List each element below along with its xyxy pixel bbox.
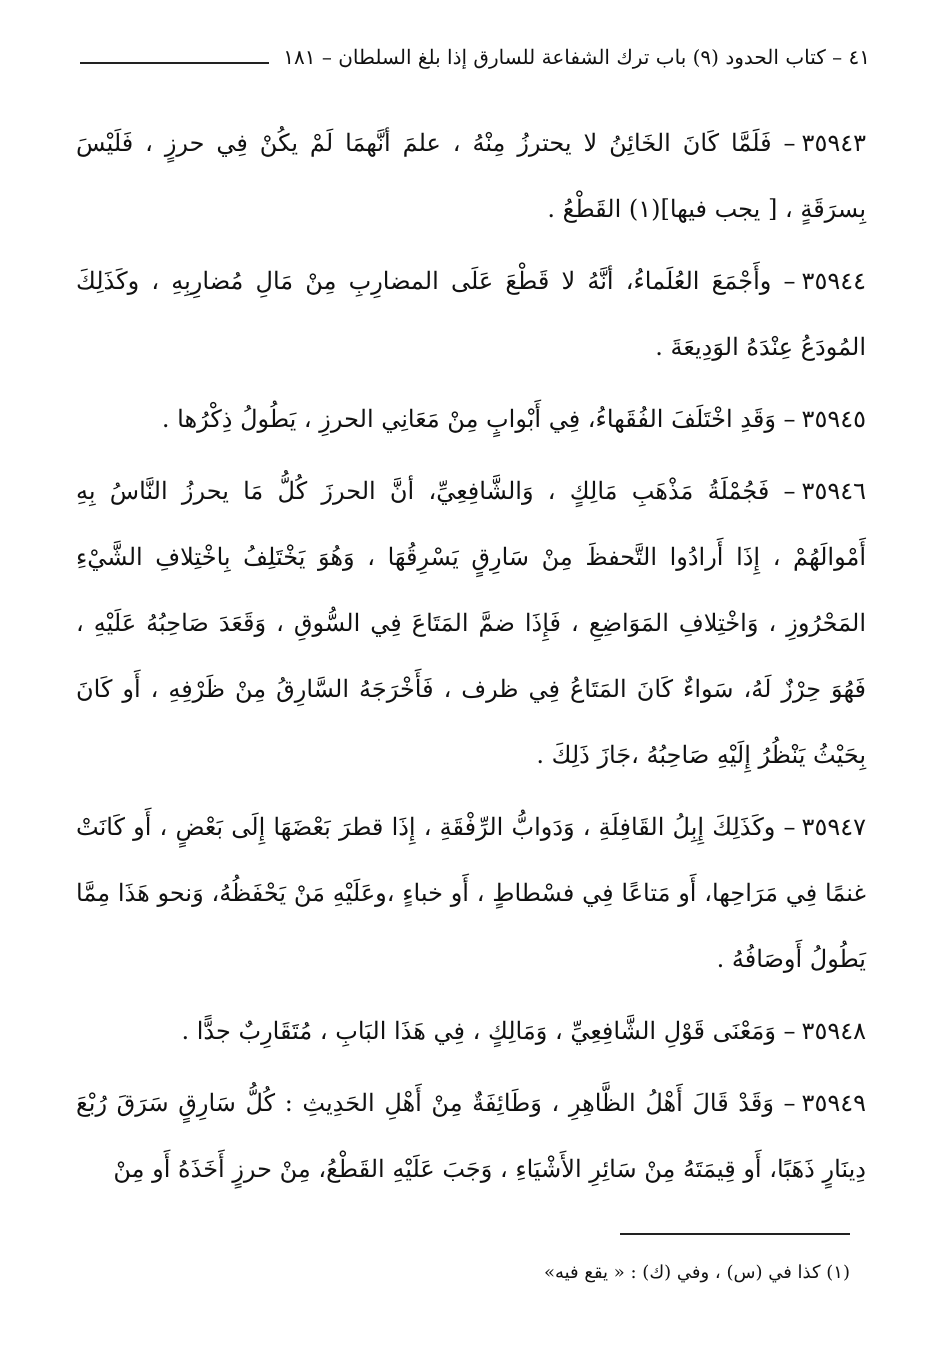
paragraph-text: – فَلَمَّا كَانَ الخَائِنُ لا يحترزُ مِنْهُ ، علمَ أنَّهمَا لَمْ يكُنْ فِي حرزٍ ، فَلَيْسَ بِسرَقَةٍ ، [ يجب فيها](١) القَطْعُ . bbox=[76, 129, 866, 223]
paragraph-number: ٣٥٩٤٥ bbox=[801, 405, 866, 433]
paragraph-number: ٣٥٩٤٤ bbox=[801, 267, 866, 295]
paragraph-number: ٣٥٩٤٣ bbox=[801, 129, 866, 157]
paragraph-text: – وكَذَلِكَ إِبِلُ القَافِلَةِ ، وَدَوابُّ الرِّفْقَةِ ، إِذَا قطرَ بَعْضَهَا إِلَى بَعْضٍ ، أَو كَانَتْ غنمًا فِي مَرَاحِها، أَو مَتاعًا فِي فسْطاطٍ ، أَو خباءٍ ،وعَلَيْهِ مَنْ يَحْفَظُهُ، وَنحو هَذَا مِمَّا يَطُولُ أَوصَافُهُ . bbox=[76, 813, 866, 973]
header-rule bbox=[80, 62, 269, 64]
paragraph-text: – وأَجْمَعَ العُلَماءُ، أنَّهُ لا قَطْعَ عَلَى المضارِبِ مِنْ مَالِ مُضارِبِهِ ، وكَذَلِكَ المُودَعُ عِنْدَهُ الوَدِيعَةَ . bbox=[76, 267, 866, 361]
paragraph bbox=[76, 248, 866, 380]
paragraph-number: ٣٥٩٤٧ bbox=[801, 813, 866, 841]
paragraph bbox=[76, 1070, 866, 1202]
main-text bbox=[76, 110, 866, 1208]
paragraph-number: ٣٥٩٤٨ bbox=[801, 1017, 866, 1045]
footnote: (١) كذا في (س) ، وفي (ك) : « يقع فيه» bbox=[543, 1262, 850, 1283]
paragraph bbox=[76, 458, 866, 788]
paragraph bbox=[76, 998, 866, 1064]
running-header bbox=[80, 40, 870, 74]
paragraph bbox=[76, 386, 866, 452]
paragraph-text: – فَجُمْلَةُ مَذْهَبِ مَالِكٍ ، وَالشَّافِعِيِّ، أنَّ الحرزَ كُلُّ مَا يحرزُ النَّاسُ بِهِ أَمْوالَهُمْ ، إِذَا أَرادُوا التَّحفظَ مِنْ سَارِقٍ يَسْرِقُهَا ، وَهُوَ يَخْتَلِفُ بِاخْتِلافِ الشَّيْءِ المَحْرُوزِ ، وَاخْتِلافِ المَوَاضِعِ ، فَإِذَا ضمَّ المَتَاعَ فِي السُّوقِ ، وَقَعَدَ صَاحِبُهُ عَلَيْهِ ، فَهُوَ حِرْزٌ لَهُ، سَواءٌ كَانَ المَتَاعُ فِي ظرف ، فَأَخْرَجَهُ السَّارِقُ مِنْ ظَرْفِهِ ، أَو كَانَ بِحَيْثُ يَنْظُرُ إِلَيْهِ صَاحِبُهُ ،جَازَ ذَلِكَ . bbox=[76, 477, 866, 769]
paragraph bbox=[76, 110, 866, 242]
paragraph bbox=[76, 794, 866, 992]
footnote-separator bbox=[620, 1233, 850, 1235]
paragraph-text: – وَقَدْ قَالَ أَهْلُ الظَّاهِرِ ، وَطَائِفَةٌ مِنْ أَهْلِ الحَدِيثِ : كُلُّ سَارِقٍ سَرَقَ رُبْعَ دِينَارٍ ذَهَبًا، أَو قِيمَتَهُ مِنْ سَائِرِ الأَشْيَاءِ ، وَجَبَ عَلَيْهِ القَطْعُ، مِنْ حرزٍ أَخَذَهُ أَو مِنْ bbox=[76, 1089, 866, 1183]
paragraph-text: – وَمَعْنَى قَوْلِ الشَّافِعِيِّ ، وَمَالِكٍ ، فِي هَذَا البَابِ ، مُتَقَارِبٌ جدًّا . bbox=[181, 1017, 796, 1045]
paragraph-text: – وَقَدِ اخْتَلَفَ الفُقَهاءُ، فِي أَبْوابٍ مِنْ مَعَانِي الحرزِ ، يَطُولُ ذِكْرُها . bbox=[161, 405, 796, 433]
paragraph-number: ٣٥٩٤٩ bbox=[801, 1089, 866, 1117]
running-title: ٤١ – كتاب الحدود (٩) باب ترك الشفاعة للسارق إذا بلغ السلطان – ١٨١ bbox=[283, 45, 870, 69]
paragraph-number: ٣٥٩٤٦ bbox=[801, 477, 866, 505]
